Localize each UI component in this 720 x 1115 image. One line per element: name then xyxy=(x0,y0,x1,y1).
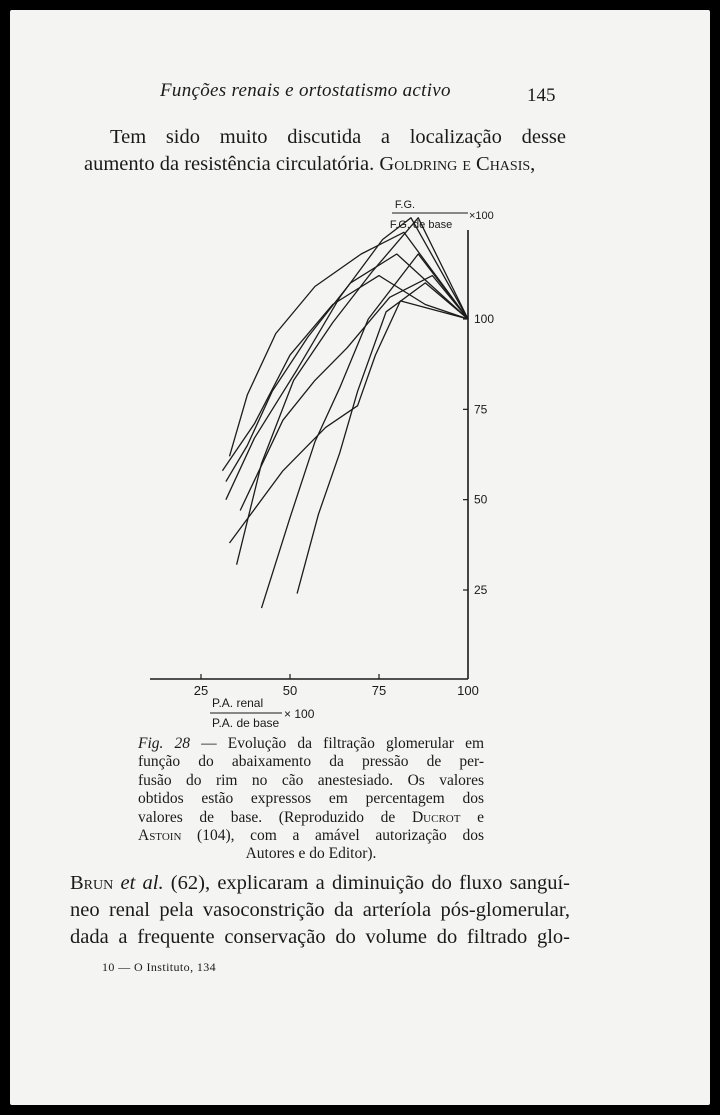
caption-text-1: — Evolução da filtração glomerular em xyxy=(190,735,485,752)
y-tick-label-25: 25 xyxy=(474,583,488,597)
x-tick-label-100: 100 xyxy=(457,683,479,698)
y-tick-label-50: 50 xyxy=(474,492,488,507)
chart-series-group xyxy=(222,218,468,608)
page-number: 145 xyxy=(527,85,556,106)
y-tick-label-100: 100 xyxy=(474,312,495,326)
paragraph-1-line-1: Tem sido muito discutida a localização desse xyxy=(110,126,566,148)
chart-axes xyxy=(150,230,468,679)
et-al: et al. xyxy=(120,872,164,894)
citation-ducrot: Ducrot xyxy=(411,808,461,826)
paragraph-2-line-3: dada a frequente conservação do volume do filtrado glo- xyxy=(70,926,570,948)
citation-goldring-chasis: Goldring e Chasis, xyxy=(379,153,536,175)
series-line-7 xyxy=(297,283,468,594)
running-title: Funções renais e ortostatismo activo xyxy=(160,80,451,101)
x-tick-label-75: 75 xyxy=(371,683,387,698)
x-axis-label-multiplier: × 100 xyxy=(284,707,315,721)
citation-astoin: Astoin xyxy=(138,827,182,845)
caption-line-5 xyxy=(138,809,484,827)
paragraph-2-line-2: neo renal pela vasoconstrição da arteríola pós-glomerular, xyxy=(70,899,570,921)
x-tick-label-50: 50 xyxy=(282,683,298,698)
caption-line-1 xyxy=(138,735,484,753)
paragraph-1-text: aumento da resistência circulatória. xyxy=(84,153,380,175)
x-axis-label-denominator: P.A. de base xyxy=(212,716,280,730)
series-line-6 xyxy=(262,254,469,608)
caption-line-7: Autores e do Editor). xyxy=(245,845,377,863)
y-tick-label-75: 75 xyxy=(474,402,488,417)
paragraph-2-text-1: (62), explicaram a diminuição do fluxo sanguí- xyxy=(163,872,570,894)
figure-caption xyxy=(138,735,484,864)
x-axis-label xyxy=(210,696,315,730)
paragraph-2 xyxy=(70,870,570,951)
series-line-5 xyxy=(240,276,468,511)
x-tick-label-25: 25 xyxy=(193,683,209,698)
paragraph-2-line-1 xyxy=(70,870,570,897)
caption-line-3: fusão do rim no cão anestesiado. Os valores xyxy=(138,771,484,789)
citation-brun: Brun xyxy=(70,872,114,894)
caption-line-6 xyxy=(138,827,484,845)
y-axis-label-denominator: F.G. de base xyxy=(389,219,453,231)
caption-text-5-end: e xyxy=(460,808,484,826)
x-axis-label-numerator: P.A. renal xyxy=(212,696,264,710)
caption-line-2: função do abaixamento da pressão de per- xyxy=(138,753,484,771)
figure-label: Fig. 28 xyxy=(138,735,191,752)
caption-text-6: (104), com a amável autorização dos xyxy=(181,827,484,845)
caption-text-5: valores de base. (Reproduzido de xyxy=(138,808,412,826)
y-axis-label xyxy=(390,199,494,231)
chart-ticks xyxy=(194,312,495,698)
printer-signature: 10 — O Instituto, 134 xyxy=(102,960,217,974)
series-line-1 xyxy=(226,218,468,500)
y-axis-label-numerator: F.G. xyxy=(394,199,416,211)
caption-line-4: obtidos estão expressos em percentagem dos xyxy=(138,790,484,808)
y-axis-label-multiplier: ×100 xyxy=(469,210,494,222)
